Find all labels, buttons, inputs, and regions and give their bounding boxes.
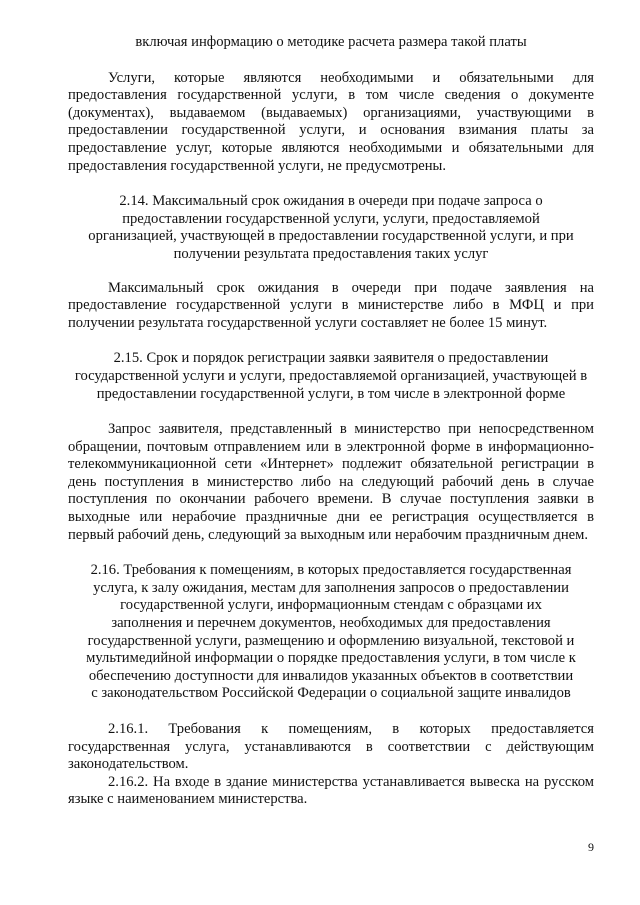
section-heading-2-15: 2.15. Срок и порядок регистрации заявки заявителя о предоставлении государственной услуги и услуги, предоставляемой организацией, участвующей в предоставлении государственной услуги, в том числе в электронной форме xyxy=(74,350,588,402)
paragraph-services: Услуги, которые являются необходимыми и обязательными для предоставления государственной услуги, в том числе сведения о документе (документах), выдаваемом (выдаваемых) организациями, участвующими в предоставлении государственной услуги, и основания взимания платы за предоставление услуг, которые являются необходимыми и обязательными для предоставления государственной услуги, не предусмотрены. xyxy=(68,69,594,174)
paragraph-2-15: Запрос заявителя, представленный в министерство при непосредственном обращении, почтовым отправлением или в электронной форме в информационно-телекоммуникационной сети «Интернет» подлежит обязательной регистрации в день поступления в министерство либо на следующий рабочий день в случае поступления по окончании рабочего времени. В случае поступления заявки в выходные или нерабочие праздничные дни ее регистрация осуществляется в первый рабочий день, следующий за выходным или нерабочим праздничным днем. xyxy=(68,421,594,543)
document-page xyxy=(68,34,594,809)
paragraph-2-16-2: 2.16.2. На входе в здание министерства устанавливается вывеска на русском языке с наименованием министерства. xyxy=(68,773,594,808)
paragraph-2-16-1: 2.16.1. Требования к помещениям, в которых предоставляется государственная услуга, устанавливаются в соответствии с действующим законодательством. xyxy=(68,721,594,773)
paragraph-2-14: Максимальный срок ожидания в очереди при подаче заявления на предоставление государственной услуги в министерстве либо в МФЦ и при получении результата государственной услуги составляет не более 15 минут. xyxy=(68,279,594,331)
intro-line: включая информацию о методике расчета размера такой платы xyxy=(135,34,527,50)
page-number: 9 xyxy=(588,840,594,854)
section-heading-2-16: 2.16. Требования к помещениям, в которых предоставляется государственная услуга, к залу ожидания, местам для заполнения запросов о предоставлении государственной услуги, информационным стендам с образцами их заполнения и перечнем документов, необходимых для предоставления государственной услуги, размещению и оформлению визуальной, текстовой и мультимедийной информации о порядке предоставления услуги, в том числе к обеспечению доступности для инвалидов указанных объектов в соответствии с законодательством Российской Федерации о социальной защите инвалидов xyxy=(86,562,576,702)
section-heading-2-14: 2.14. Максимальный срок ожидания в очереди при подаче запроса о предоставлении государственной услуги, услуги, предоставляемой организацией, участвующей в предоставлении государственной услуги, и при получении результата предоставления таких услуг xyxy=(88,193,574,262)
